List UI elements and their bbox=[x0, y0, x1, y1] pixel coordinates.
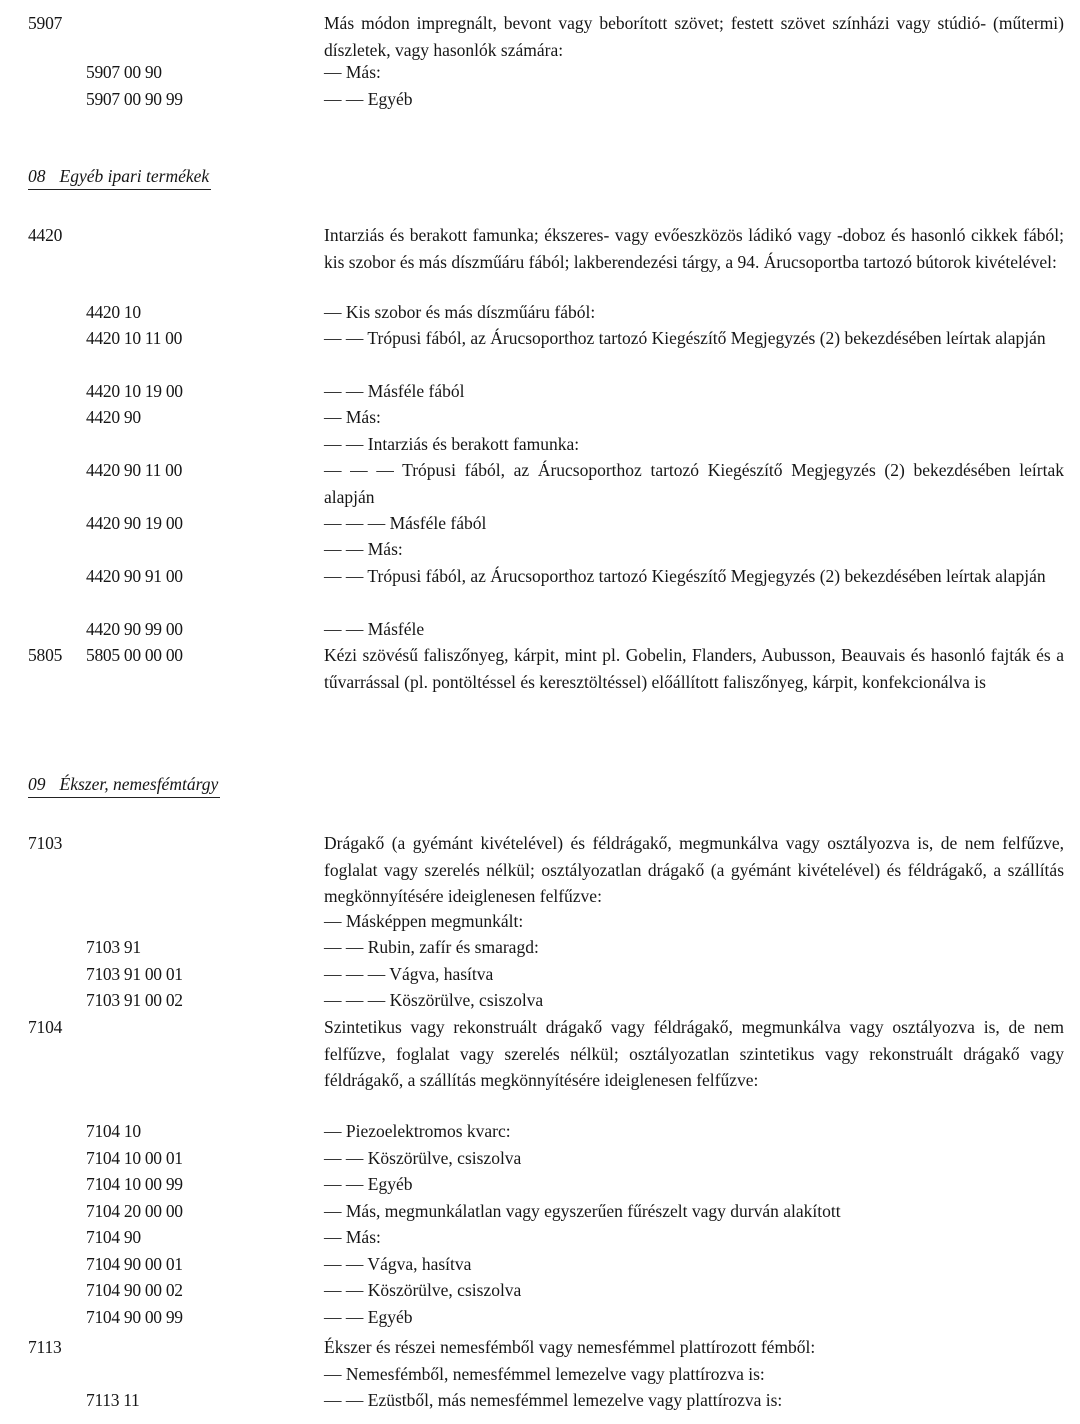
description: — — Egyéb bbox=[324, 89, 413, 109]
description: — — Egyéb bbox=[324, 1174, 413, 1194]
description: Intarziás és berakott famunka; ékszeres- vagy evőeszközös ládikó vagy -doboz és hasonló cikkek fából; kis szobor és más díszműáru fából; lakberendezési tárgy, a 94. Árucsoportba tartozó bútorok kivételével: bbox=[324, 225, 1064, 272]
description: — — Trópusi fából, az Árucsoporthoz tartozó Kiegészítő Megjegyzés (2) bekezdésében leírtak alapján bbox=[324, 566, 1046, 586]
description: — — Vágva, hasítva bbox=[324, 1254, 472, 1274]
subheading-code: 7103 91 00 02 bbox=[86, 990, 183, 1010]
description: — — Köszörülve, csiszolva bbox=[324, 1280, 522, 1300]
subheading-code: 7104 10 00 01 bbox=[86, 1148, 183, 1168]
description: — Másképpen megmunkált: bbox=[324, 911, 524, 931]
description: — — Egyéb bbox=[324, 1307, 413, 1327]
description: Drágakő (a gyémánt kivételével) és féldrágakő, megmunkálva vagy osztályozva is, de nem felfűzve, foglalat vagy szerelés nélkül; osztályozatlan drágakő (a gyémánt kivételével) és féldrágakő, a szállítás megkönnyítésére ideiglenesen felfűzve: bbox=[324, 833, 1064, 906]
description: — — Más: bbox=[324, 539, 403, 559]
subheading-code: 4420 90 11 00 bbox=[86, 460, 183, 480]
description: — — Intarziás és berakott famunka: bbox=[324, 434, 580, 454]
description: — — — Másféle fából bbox=[324, 513, 487, 533]
description: — Piezoelektromos kvarc: bbox=[324, 1121, 511, 1141]
subheading-code: 4420 10 bbox=[86, 302, 141, 322]
description: — Más, megmunkálatlan vagy egyszerűen fűrészelt vagy durván alakított bbox=[324, 1201, 841, 1221]
subheading-code: 4420 90 bbox=[86, 407, 141, 427]
section-title: Ékszer, nemesfémtárgy bbox=[59, 774, 219, 794]
description: — Más: bbox=[324, 407, 381, 427]
subheading-code: 4420 10 19 00 bbox=[86, 381, 183, 401]
section-number: 09 bbox=[28, 774, 46, 794]
subheading-code: 7104 90 00 01 bbox=[86, 1254, 183, 1274]
description: — Kis szobor és más díszműáru fából: bbox=[324, 302, 596, 322]
section-number: 08 bbox=[28, 166, 46, 186]
subheading-code: 7104 20 00 00 bbox=[86, 1201, 183, 1221]
heading-code: 4420 bbox=[28, 225, 63, 245]
subheading-code: 7103 91 bbox=[86, 937, 141, 957]
description: — — — Trópusi fából, az Árucsoporthoz tartozó Kiegészítő Megjegyzés (2) bekezdésében leírtak alapján bbox=[324, 460, 1064, 507]
section-heading bbox=[28, 772, 220, 798]
description: — — — Vágva, hasítva bbox=[324, 964, 494, 984]
subheading-code: 7104 90 00 99 bbox=[86, 1307, 183, 1327]
subheading-code: 7104 90 bbox=[86, 1227, 141, 1247]
subheading-code: 4420 10 11 00 bbox=[86, 328, 183, 348]
subheading-code: 7113 11 bbox=[86, 1390, 140, 1410]
description: — — Rubin, zafír és smaragd: bbox=[324, 937, 539, 957]
description: — Más: bbox=[324, 1227, 381, 1247]
subheading-code: 7104 10 bbox=[86, 1121, 141, 1141]
subheading-code: 7103 91 00 01 bbox=[86, 964, 183, 984]
subheading-code: 5907 00 90 bbox=[86, 62, 162, 82]
heading-code: 7104 bbox=[28, 1017, 63, 1037]
description: — — Másféle bbox=[324, 619, 425, 639]
subheading-code: 7104 10 00 99 bbox=[86, 1174, 183, 1194]
subheading-code: 4420 90 19 00 bbox=[86, 513, 183, 533]
description: Kézi szövésű faliszőnyeg, kárpit, mint pl. Gobelin, Flanders, Aubusson, Beauvais és hasonló fajták és a tűvarrással (pl. pontöltéssel és keresztöltéssel) előállított faliszőnyeg, kárpit, konfekcionálva is bbox=[324, 645, 1064, 692]
description: Szintetikus vagy rekonstruált drágakő vagy féldrágakő, megmunkálva vagy osztályozva is, de nem felfűzve, foglalat vagy szerelés nélkül; osztályozatlan szintetikus vagy rekonstruált drágakő vagy féldrágakő, a szállítás megkönnyítésére ideiglenesen felfűzve: bbox=[324, 1017, 1064, 1090]
description: Más módon impregnált, bevont vagy beborított szövet; festett szövet színházi vagy stúdió- (műtermi) díszletek, vagy hasonlók számára: bbox=[324, 13, 1064, 60]
heading-code: 5907 bbox=[28, 13, 63, 33]
description: — — Ezüstből, más nemesfémmel lemezelve vagy plattírozva is: bbox=[324, 1390, 783, 1410]
subheading-code: 5805 00 00 00 bbox=[86, 645, 183, 665]
description: — — Másféle fából bbox=[324, 381, 465, 401]
section-title: Egyéb ipari termékek bbox=[59, 166, 210, 186]
subheading-code: 5907 00 90 99 bbox=[86, 89, 183, 109]
description: Ékszer és részei nemesfémből vagy nemesfémmel plattírozott fémből: bbox=[324, 1337, 816, 1357]
heading-code: 5805 bbox=[28, 645, 63, 665]
description: — — — Köszörülve, csiszolva bbox=[324, 990, 544, 1010]
description: — — Köszörülve, csiszolva bbox=[324, 1148, 522, 1168]
description: — Nemesfémből, nemesfémmel lemezelve vagy plattírozva is: bbox=[324, 1364, 765, 1384]
subheading-code: 4420 90 91 00 bbox=[86, 566, 183, 586]
heading-code: 7103 bbox=[28, 833, 63, 853]
subheading-code: 4420 90 99 00 bbox=[86, 619, 183, 639]
section-heading bbox=[28, 164, 211, 190]
heading-code: 7113 bbox=[28, 1337, 62, 1357]
subheading-code: 7104 90 00 02 bbox=[86, 1280, 183, 1300]
description: — — Trópusi fából, az Árucsoporthoz tartozó Kiegészítő Megjegyzés (2) bekezdésében leírtak alapján bbox=[324, 328, 1046, 348]
description: — Más: bbox=[324, 62, 381, 82]
